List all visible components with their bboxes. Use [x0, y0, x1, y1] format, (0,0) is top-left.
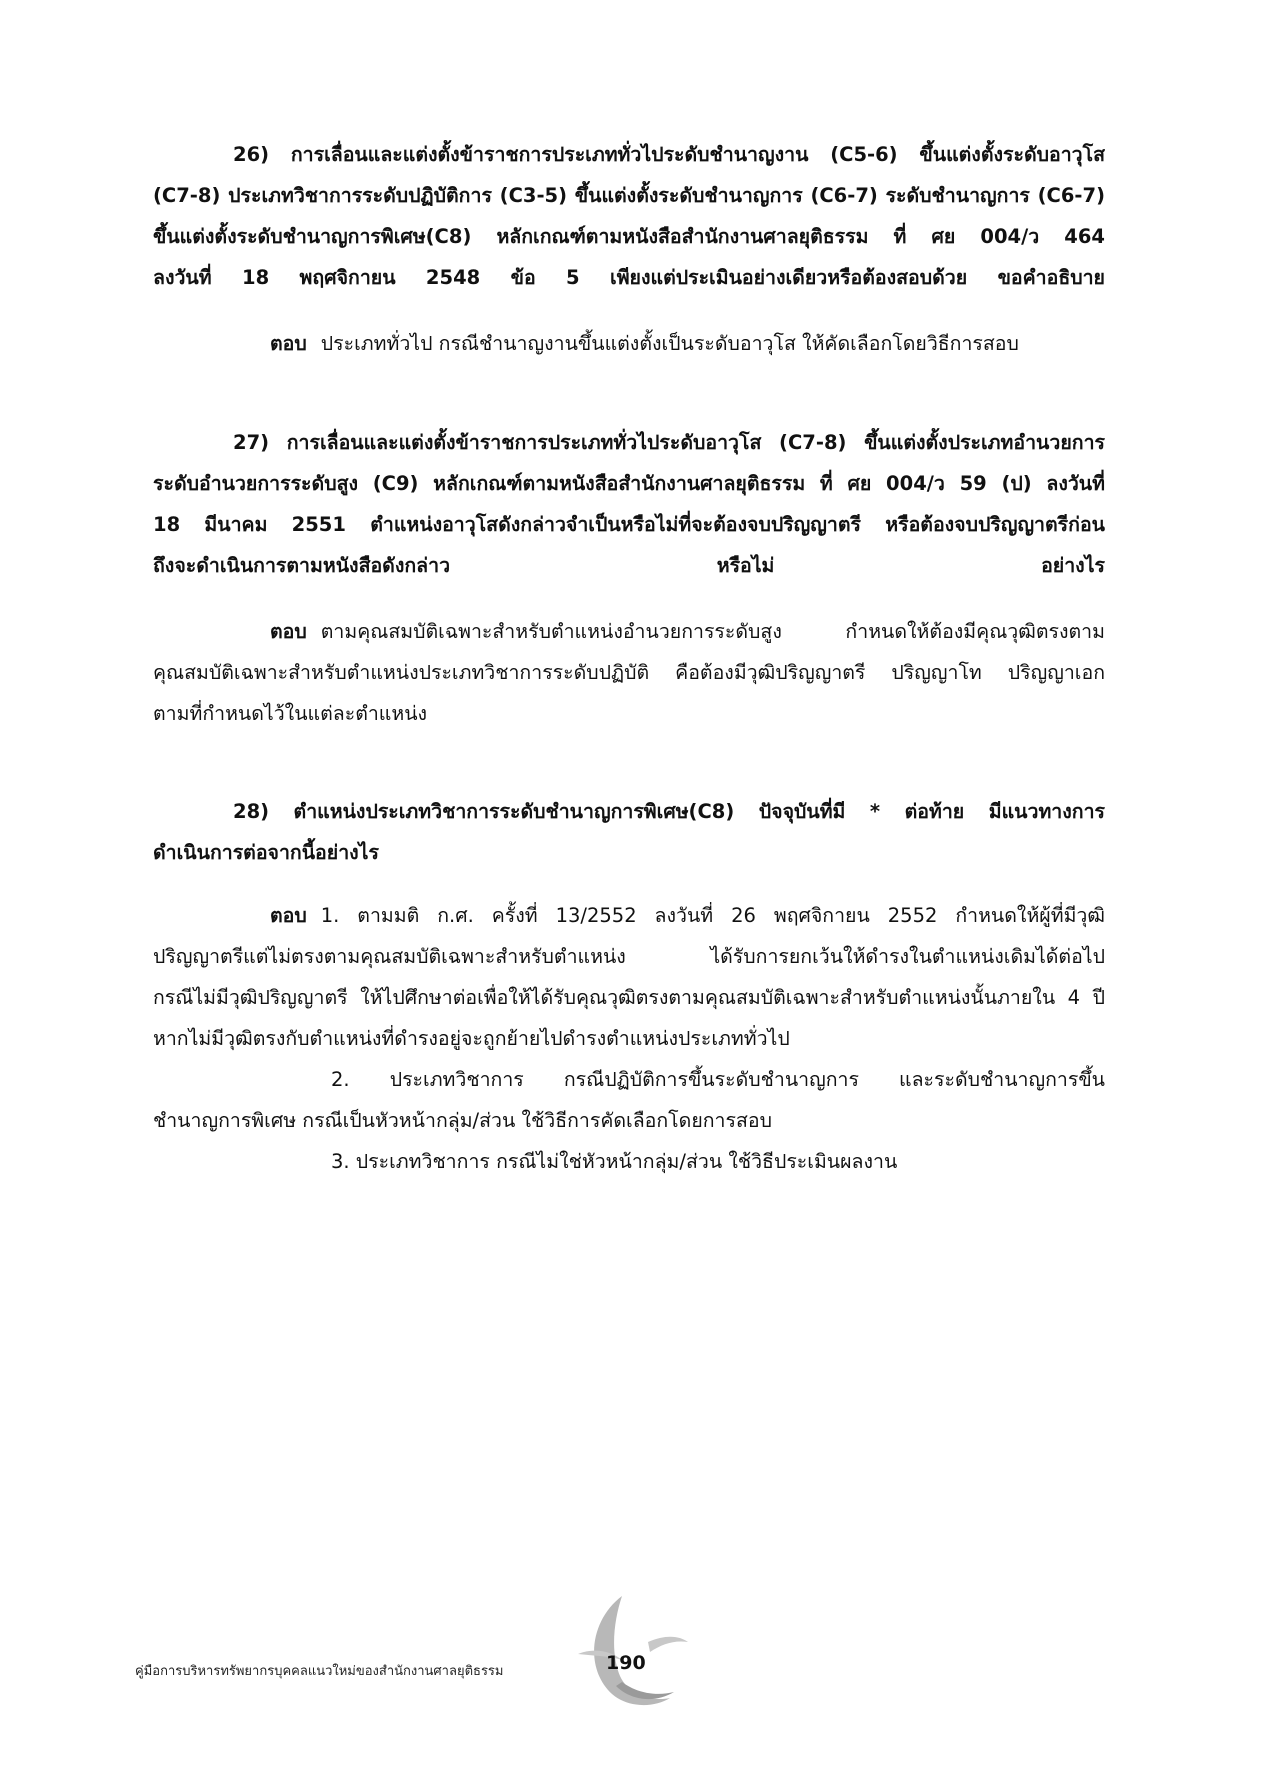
question-27-line-4: ถึงจะดำเนินการตามหนังสือดังกล่าว หรือไม่ อย่างไร [153, 554, 1105, 577]
answer-28-3: 3. ประเภทวิชาการ กรณีไม่ใช่หัวหน้ากลุ่ม/ส่วน ใช้วิธีประเมินผลงาน [331, 1150, 898, 1173]
answer-28-1-line-3: กรณีไม่มีวุฒิปริญญาตรี ให้ไปศึกษาต่อเพื่อให้ได้รับคุณวุฒิตรงตามคุณสมบัติเฉพาะสำหรับตำแหน่งนั้นภายใน 4 ปี [153, 986, 1105, 1009]
page-number: 190 [606, 1652, 646, 1674]
answer-28-1-line-4: หากไม่มีวุฒิตรงกับตำแหน่งที่ดำรงอยู่จะถูกย้ายไปดำรงตำแหน่งประเภททั่วไป [153, 1027, 790, 1050]
answer-28-1-line-1: 1. ตามมติ ก.ศ. ครั้งที่ 13/2552 ลงวันที่ 26 พฤศจิกายน 2552 กำหนดให้ผู้ที่มีวุฒิ [320, 904, 1105, 927]
question-28-line-1: 28) ตำแหน่งประเภทวิชาการระดับชำนาญการพิเศษ(C8) ปัจจุบันที่มี * ต่อท้าย มีแนวทางการ [233, 800, 1105, 823]
answer-27-line-1: ตามคุณสมบัติเฉพาะสำหรับตำแหน่งอำนวยการระดับสูง กำหนดให้ต้องมีคุณวุฒิตรงตาม [320, 620, 1105, 643]
answer-27 [153, 611, 1105, 734]
question-26-line-4: ลงวันที่ 18 พฤศจิกายน 2548 ข้อ 5 เพียงแต่ประเมินอย่างเดียวหรือต้องสอบด้วย ขอคำอธิบาย [153, 266, 1105, 289]
question-26 [153, 134, 1105, 298]
question-28-line-2: ดำเนินการต่อจากนี้อย่างไร [153, 841, 379, 864]
answer-label: ตอบ [270, 620, 307, 643]
answer-28-1-line-2: ปริญญาตรีแต่ไม่ตรงตามคุณสมบัติเฉพาะสำหรับตำแหน่ง ได้รับการยกเว้นให้ดำรงในตำแหน่งเดิมได้ต่อไป [153, 945, 1105, 968]
answer-27-line-2: คุณสมบัติเฉพาะสำหรับตำแหน่งประเภทวิชาการระดับปฏิบัติ คือต้องมีวุฒิปริญญาตรี ปริญญาโท ปริญญาเอก [153, 661, 1105, 684]
question-26-line-1: 26) การเลื่อนและแต่งตั้งข้าราชการประเภททั่วไประดับชำนาญงาน (C5-6) ขึ้นแต่งตั้งระดับอาวุโส [233, 143, 1105, 166]
answer-28-2-line-2: ชำนาญการพิเศษ กรณีเป็นหัวหน้ากลุ่ม/ส่วน ใช้วิธีการคัดเลือกโดยการสอบ [153, 1109, 772, 1132]
question-26-line-2: (C7-8) ประเภทวิชาการระดับปฏิบัติการ (C3-5) ขึ้นแต่งตั้งระดับชำนาญการ (C6-7) ระดับชำนาญการ (C6-7) [153, 184, 1105, 207]
question-28 [153, 791, 1105, 873]
answer-label: ตอบ [270, 904, 307, 927]
question-26-line-3: ขึ้นแต่งตั้งระดับชำนาญการพิเศษ(C8) หลักเกณฑ์ตามหนังสือสำนักงานศาลยุติธรรม ที่ ศย 004/ว 464 [153, 225, 1105, 248]
answer-28-2-line-1: 2. ประเภทวิชาการ กรณีปฏิบัติการขึ้นระดับชำนาญการ และระดับชำนาญการขึ้น [331, 1068, 1105, 1091]
question-27-line-2: ระดับอำนวยการระดับสูง (C9) หลักเกณฑ์ตามหนังสือสำนักงานศาลยุติธรรม ที่ ศย 004/ว 59 (ป) ลงวันที่ [153, 472, 1105, 495]
answer-26-text: ประเภททั่วไป กรณีชำนาญงานขึ้นแต่งตั้งเป็นระดับอาวุโส ให้คัดเลือกโดยวิธีการสอบ [320, 332, 1019, 355]
footer-title: คู่มือการบริหารทรัพยากรบุคคลแนวใหม่ของสำนักงานศาลยุติธรรม [135, 1664, 504, 1679]
question-27-line-3: 18 มีนาคม 2551 ตำแหน่งอาวุโสดังกล่าวจำเป็นหรือไม่ที่จะต้องจบปริญญาตรี หรือต้องจบปริญญาตรีก่อน [153, 513, 1105, 536]
question-27-line-1: 27) การเลื่อนและแต่งตั้งข้าราชการประเภททั่วไประดับอาวุโส (C7-8) ขึ้นแต่งตั้งประเภทอำนวยการ [233, 431, 1105, 454]
question-27 [153, 422, 1105, 586]
answer-label: ตอบ [270, 332, 307, 355]
answer-28 [153, 895, 1105, 1182]
answer-27-line-3: ตามที่กำหนดไว้ในแต่ละตำแหน่ง [153, 702, 428, 725]
answer-26 [270, 323, 1110, 364]
